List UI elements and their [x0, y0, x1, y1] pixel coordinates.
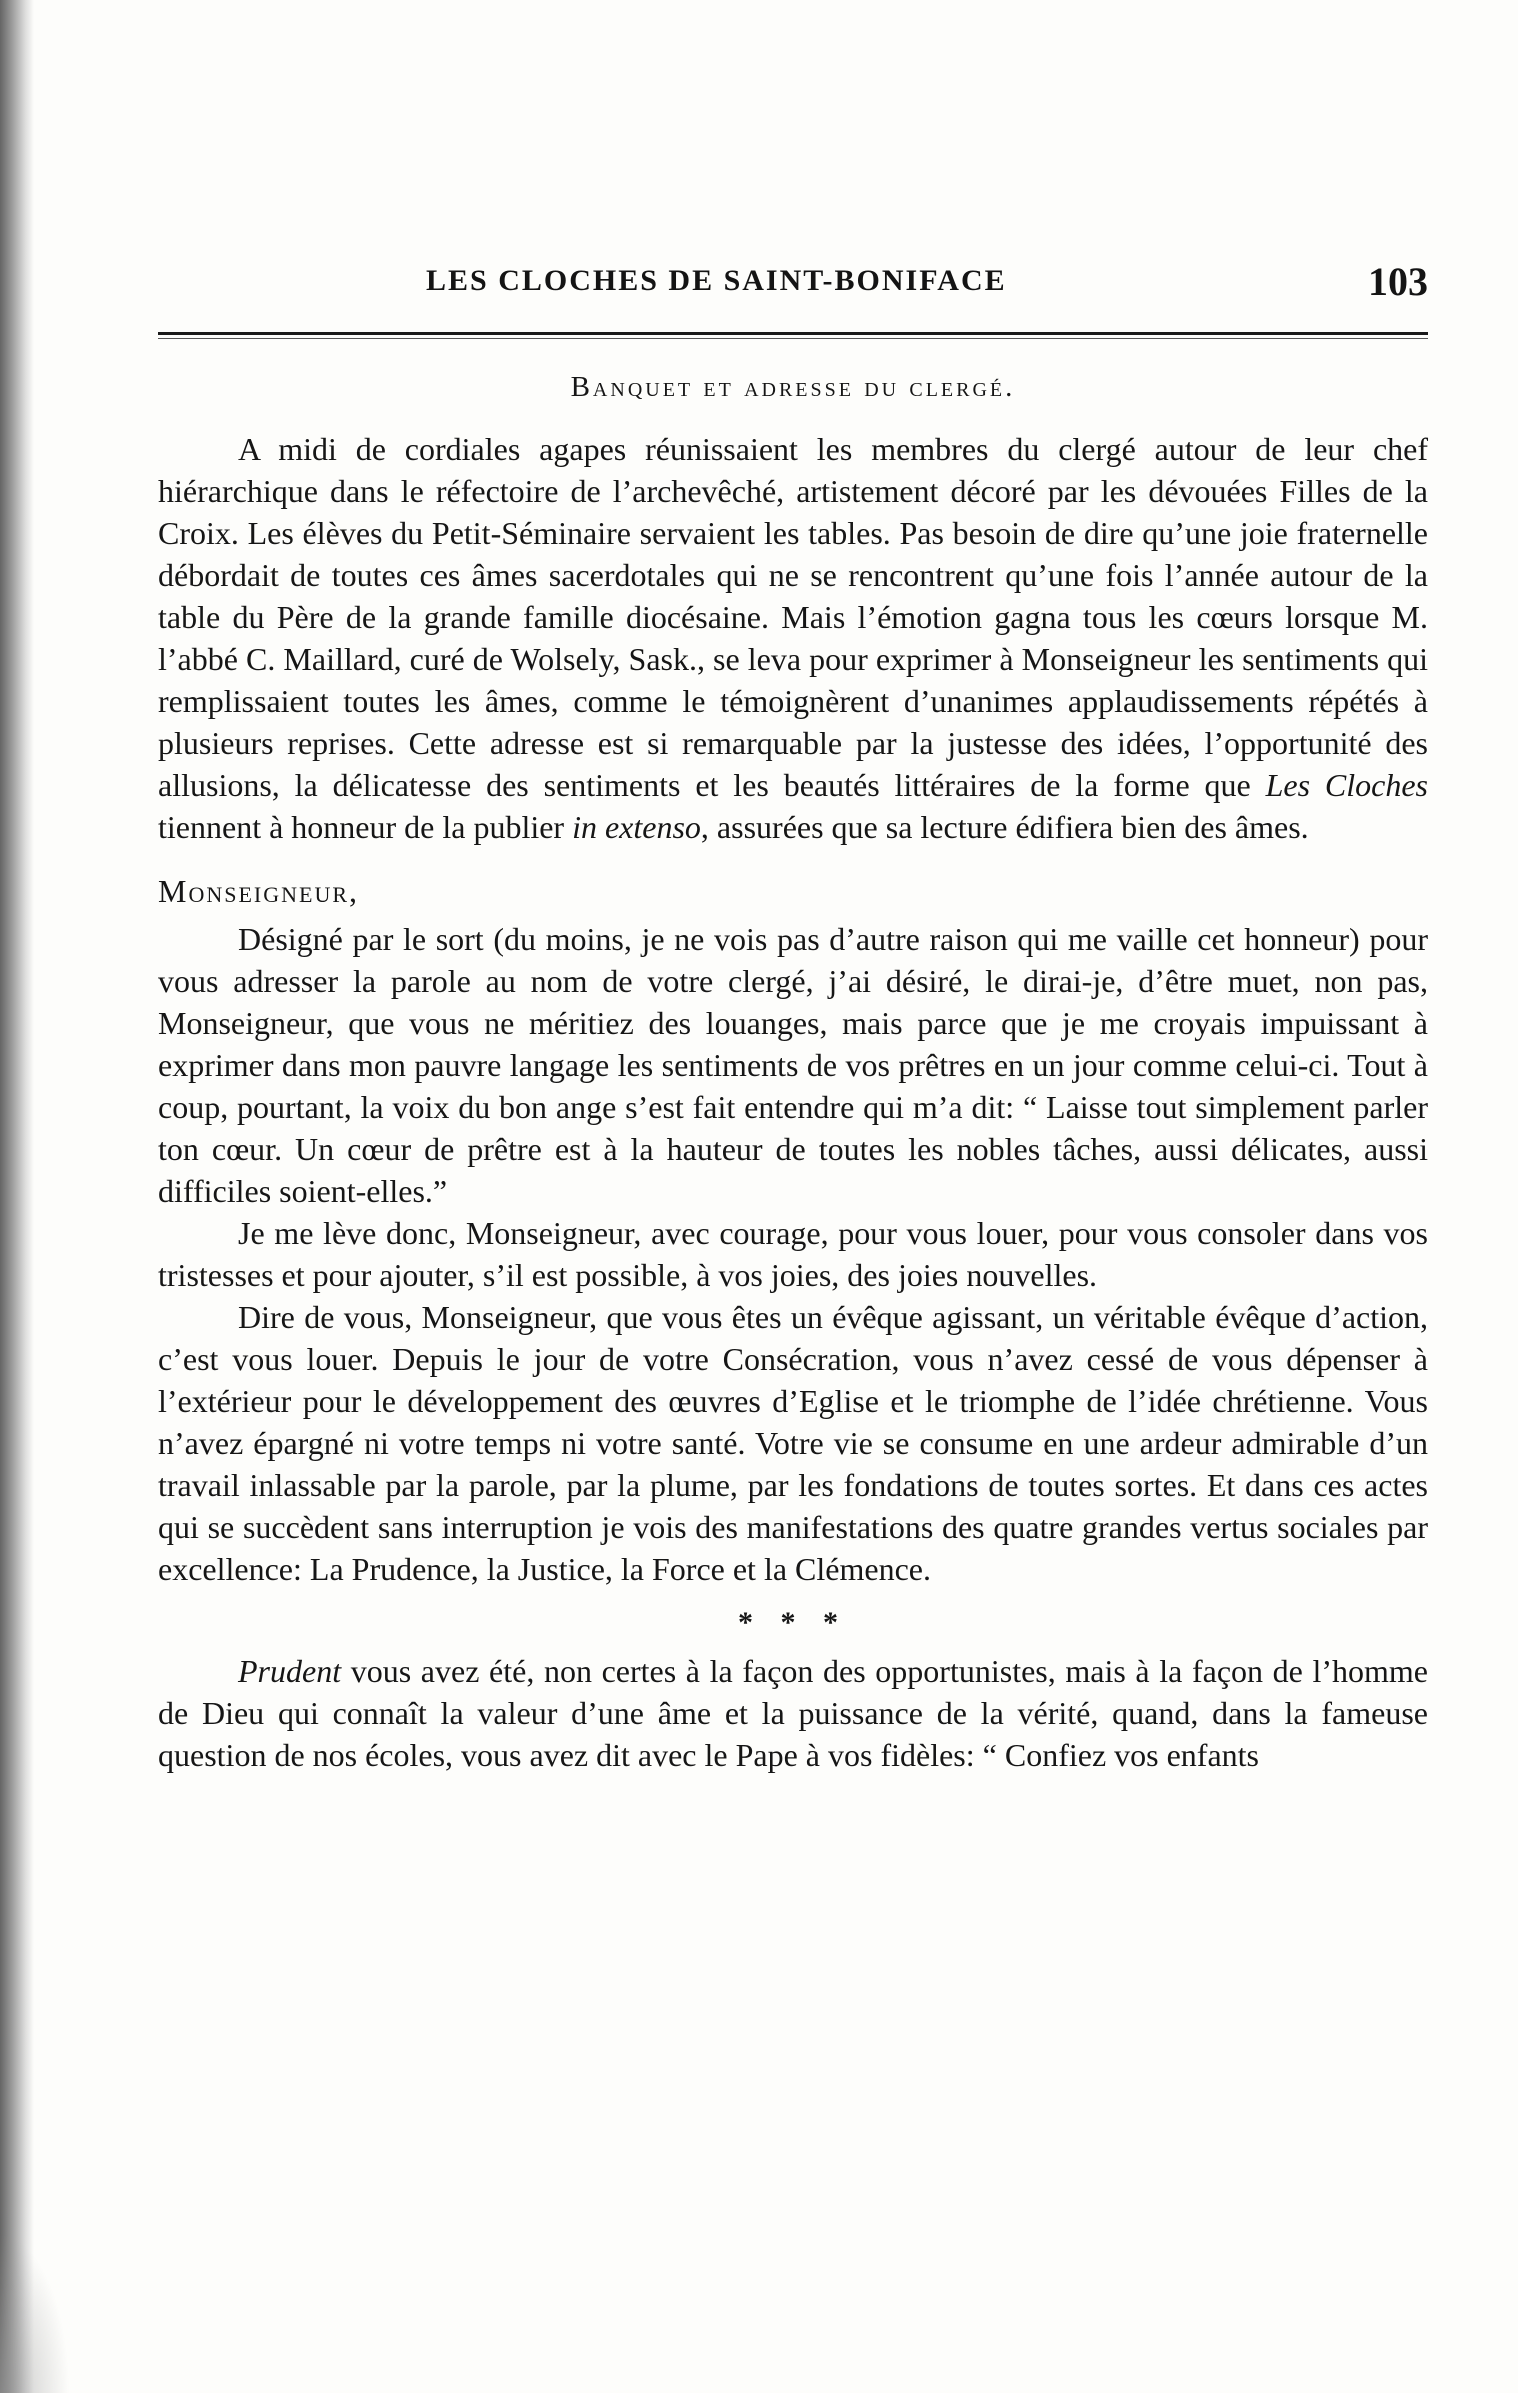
- binding-edge-shadow: [0, 0, 34, 2393]
- corner-stain: [0, 2233, 70, 2393]
- intro-paragraph: [158, 428, 1428, 848]
- address-paragraph-1: Désigné par le sort (du moins, je ne vois pas d’autre raison qui me vaille cet honneur) pour vous adresser la parole au nom de votre clergé, j’ai désiré, le dirai-je, d’être muet, non pas, Monseigneur, que vous ne méritiez des louanges, mais parce que je me croyais impuissant à exprimer dans mon pauvre langage les sentiments de vos prêtres en un jour comme celui-ci. Tout à coup, pourtant, la voix du bon ange s’est fait entendre qui m’a dit: “ Laisse tout simplement parler ton cœur. Un cœur de prêtre est à la hauteur de toutes les nobles tâches, aussi délicates, aussi difficiles soient-elles.”: [158, 921, 1428, 1209]
- header-rule: [158, 332, 1428, 335]
- latin-phrase: in extenso: [572, 809, 701, 845]
- address-paragraph-2: Je me lève donc, Monseigneur, avec courage, pour vous louer, pour vous consoler dans vos tristesses et pour ajouter, s’il est possible, à vos joies, des joies nouvelles.: [158, 1215, 1428, 1293]
- intro-text-end: , assurées que sa lecture édifiera bien des âmes.: [700, 809, 1309, 845]
- page-body: [158, 360, 1428, 1776]
- section-heading: Banquet et adresse du clergé.: [570, 371, 1016, 403]
- intro-text-middle: tiennent à honneur de la publier: [158, 809, 573, 845]
- journal-title: Les Cloches: [1265, 767, 1429, 803]
- address-salutation: Monseigneur,: [158, 873, 360, 909]
- header-rule-thin: [158, 338, 1428, 339]
- running-title: LES CLOCHES DE SAINT-BONIFACE: [426, 264, 1007, 297]
- intro-text-start: A midi de cordiales agapes réunissaient les membres du clergé autour de leur chef hiérarchique dans le réfectoire de l’archevêché, artistement décoré par les dévouées Filles de la Croix. Les élèves du Petit-Séminaire servaient les tables. Pas besoin de dire qu’une joie fraternelle débordait de toutes ces âmes sacerdotales qui ne se rencontrent qu’une fois l’année autour de la table du Père de la grande famille diocésaine. Mais l’émotion gagna tous les cœurs lorsque M. l’abbé C. Maillard, curé de Wolsely, Sask., se leva pour exprimer à Monseigneur les sentiments qui remplissaient toutes les âmes, comme le témoignèrent d’unanimes applaudissements répétés à plusieurs reprises. Cette adresse est si remarquable par la justesse des idées, l’opportunité des allusions, la délicatesse des sentiments et les beautés littéraires de la forme que: [158, 431, 1428, 803]
- address-paragraph-4: [158, 1650, 1428, 1776]
- page-header: [158, 258, 1428, 318]
- section-divider-stars: * * *: [738, 1606, 848, 1639]
- address-paragraph-4-text: vous avez été, non certes à la façon des opportunistes, mais à la façon de l’homme de Dieu qui connaît la valeur d’une âme et la puissance de la vérité, quand, dans la fameuse question de nos écoles, vous avez dit avec le Pape à vos fidèles: “ Confiez vos enfants: [158, 1653, 1428, 1773]
- virtue-prudent: Prudent: [238, 1653, 342, 1689]
- address-paragraph-3: Dire de vous, Monseigneur, que vous êtes un évêque agissant, un véritable évêque d’action, c’est vous louer. Depuis le jour de votre Consécration, vous n’avez cessé de vous dépenser à l’extérieur pour le développement des œuvres d’Eglise et le triomphe de l’idée chrétienne. Vous n’avez épargné ni votre temps ni votre santé. Votre vie se consume en une ardeur admirable d’un travail inlassable par la parole, par la plume, par les fondations de toutes sortes. Et dans ces actes qui se succèdent sans interruption je vois des manifestations des quatre grandes vertus sociales par excellence: La Prudence, la Justice, la Force et la Clémence.: [158, 1299, 1428, 1587]
- page-number: 103: [1368, 259, 1428, 304]
